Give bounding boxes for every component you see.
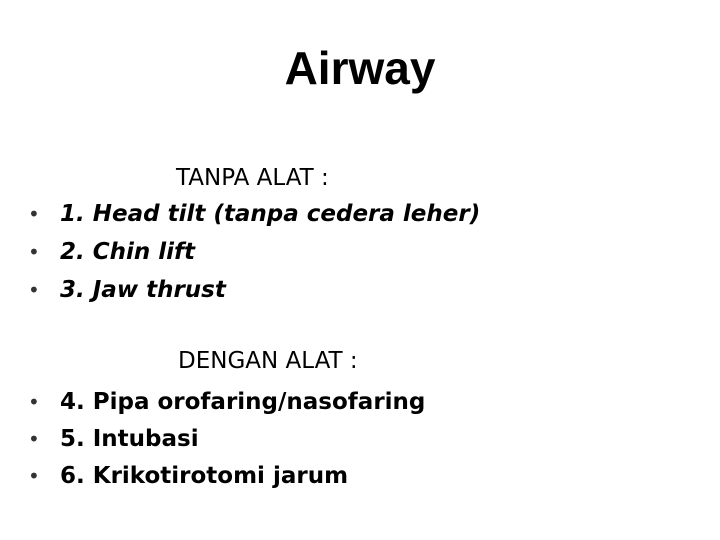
list-item-text: 1. Head tilt (tanpa cedera leher) — [60, 201, 481, 227]
list-item-text: 3. Jaw thrust — [60, 277, 226, 303]
list-item-text: 5. Intubasi — [60, 426, 199, 452]
bullet-icon: • — [28, 202, 40, 226]
list-item-text: 2. Chin lift — [60, 239, 196, 265]
slide-title: Airway — [284, 42, 436, 94]
section-heading-tanpa-alat: TANPA ALAT : — [176, 165, 329, 191]
list-item-text: 6. Krikotirotomi jarum — [60, 463, 349, 489]
bullet-icon: • — [28, 278, 40, 302]
bullet-icon: • — [28, 427, 40, 451]
bullet-icon: • — [28, 390, 40, 414]
section-heading-dengan-alat: DENGAN ALAT : — [178, 348, 358, 374]
bullet-icon: • — [28, 240, 40, 264]
list-item-text: 4. Pipa orofaring/nasofaring — [60, 389, 426, 415]
bullet-icon: • — [28, 464, 40, 488]
